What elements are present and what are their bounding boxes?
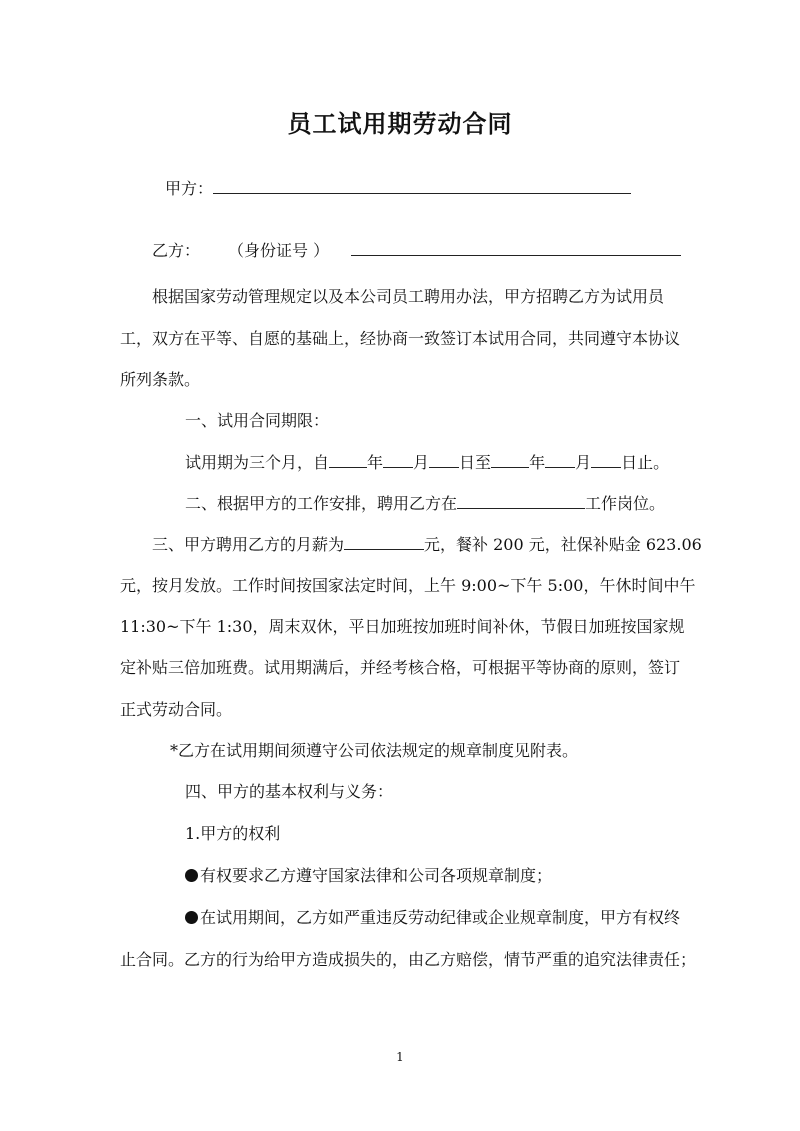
intro-line-3: 所列条款。 xyxy=(120,370,201,389)
intro-line-1: 根据国家劳动管理规定以及本公司员工聘用办法，甲方招聘乙方为试用员 xyxy=(152,287,665,306)
rights-bullet-2-text: 在试用期间，乙方如严重违反劳动纪律或企业规章制度，甲方有权终 xyxy=(200,908,681,927)
salary-prefix: 三、甲方聘用乙方的月薪为 xyxy=(152,535,345,554)
trial-period-line xyxy=(185,452,669,473)
party-b-blank xyxy=(351,240,681,256)
rights-bullet-1 xyxy=(185,866,552,886)
bullet-icon xyxy=(185,911,198,924)
section-3-line-5: 正式劳动合同。 xyxy=(120,700,233,719)
section-3-line-4: 定补贴三倍加班费。试用期满后，并经考核合格，可根据平等协商的原则，签订 xyxy=(120,658,681,677)
rights-bullet-2-continued: 止合同。乙方的行为给甲方造成损失的，由乙方赔偿，情节严重的追究法律责任； xyxy=(120,950,697,969)
section-1-heading: 一、试用合同期限： xyxy=(185,411,330,430)
party-a-blank xyxy=(213,178,631,194)
start-year-label: 年 xyxy=(367,453,384,472)
party-a-label: 甲方： xyxy=(165,179,214,198)
document-title: 员工试用期劳动合同 xyxy=(287,110,513,138)
end-month-label: 月 xyxy=(575,453,592,472)
section-2-prefix: 二、根据甲方的工作安排，聘用乙方在 xyxy=(185,494,458,513)
party-a-line xyxy=(165,178,631,199)
page-number: 1 xyxy=(396,1050,404,1064)
start-month-blank xyxy=(383,452,413,468)
section-2-line xyxy=(185,493,665,514)
section-3-line-3: 11:30~下午 1:30，周末双休，平日加班按加班时间补休，节假日加班按国家规 xyxy=(120,617,685,636)
start-year-blank xyxy=(329,452,367,468)
start-day-blank xyxy=(429,452,459,468)
start-day-label: 日至 xyxy=(459,453,492,472)
end-year-label: 年 xyxy=(529,453,546,472)
end-day-blank xyxy=(591,452,621,468)
party-a-rights-heading: 1.甲方的权利 xyxy=(185,824,281,843)
salary-blank xyxy=(344,534,424,550)
end-year-blank xyxy=(491,452,529,468)
rights-bullet-2 xyxy=(185,908,680,928)
section-2-suffix: 工作岗位。 xyxy=(585,494,666,513)
section-3-line-1 xyxy=(152,534,702,555)
rules-note: *乙方在试用期间须遵守公司依法规定的规章制度见附表。 xyxy=(170,741,579,760)
party-b-id-label: （身份证号 ） xyxy=(228,241,330,260)
end-month-blank xyxy=(545,452,575,468)
rights-bullet-1-text: 有权要求乙方遵守国家法律和公司各项规章制度； xyxy=(200,866,553,885)
position-blank xyxy=(457,493,585,509)
bullet-icon xyxy=(185,869,198,882)
trial-period-prefix: 试用期为三个月，自 xyxy=(185,453,330,472)
end-day-label: 日止。 xyxy=(621,453,670,472)
salary-suffix: 元，餐补 200 元，社保补贴金 623.06 xyxy=(424,535,702,554)
start-month-label: 月 xyxy=(413,453,430,472)
section-3-line-2: 元，按月发放。工作时间按国家法定时间，上午 9:00~下午 5:00，午休时间中午 xyxy=(120,576,696,595)
section-4-heading: 四、甲方的基本权利与义务： xyxy=(185,782,394,801)
party-b-line xyxy=(152,240,681,261)
party-b-label: 乙方： xyxy=(152,241,201,260)
intro-line-2: 工，双方在平等、自愿的基础上，经协商一致签订本试用合同，共同遵守本协议 xyxy=(120,329,681,348)
